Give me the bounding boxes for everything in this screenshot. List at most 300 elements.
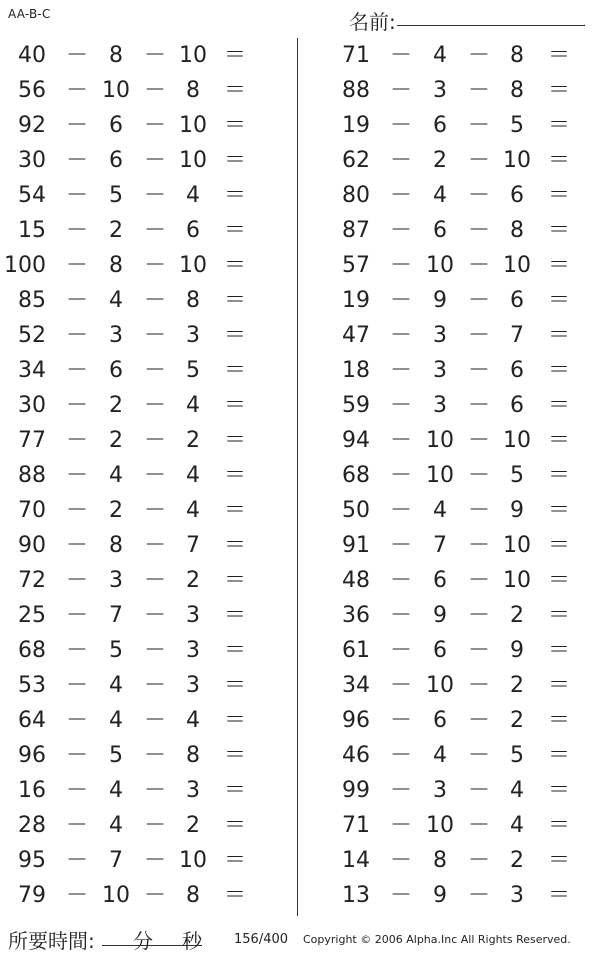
minus-sign: － xyxy=(66,708,89,733)
equals-sign: ＝ xyxy=(548,673,571,698)
equals-sign: ＝ xyxy=(548,568,571,593)
minus-sign: － xyxy=(390,533,413,558)
subtrahend-2: 2 xyxy=(510,708,524,733)
equals-sign: ＝ xyxy=(548,358,571,383)
minus-sign: － xyxy=(66,428,89,453)
equals-sign: ＝ xyxy=(224,463,247,488)
minuend: 46 xyxy=(342,743,370,768)
minus-sign: － xyxy=(390,428,413,453)
problem-row-right-17 xyxy=(324,598,600,633)
equals-sign: ＝ xyxy=(224,253,247,278)
equals-sign: ＝ xyxy=(548,743,571,768)
subtrahend-2: 3 xyxy=(186,638,200,663)
minus-sign: － xyxy=(144,603,167,628)
subtrahend-2: 5 xyxy=(510,113,524,138)
subtrahend-1: 3 xyxy=(109,323,123,348)
problem-row-right-7 xyxy=(324,248,600,283)
minus-sign: － xyxy=(66,813,89,838)
equals-sign: ＝ xyxy=(224,428,247,453)
minus-sign: － xyxy=(468,848,491,873)
minus-sign: － xyxy=(66,323,89,348)
minus-sign: － xyxy=(468,813,491,838)
equals-sign: ＝ xyxy=(224,393,247,418)
minuend: 77 xyxy=(18,428,46,453)
problem-row-left-14 xyxy=(0,493,290,528)
equals-sign: ＝ xyxy=(224,568,247,593)
minuend: 71 xyxy=(342,43,370,68)
problem-row-right-13 xyxy=(324,458,600,493)
subtrahend-1: 10 xyxy=(102,883,130,908)
minuend: 53 xyxy=(18,673,46,698)
subtrahend-2: 6 xyxy=(510,183,524,208)
name-field-line[interactable] xyxy=(397,25,585,26)
equals-sign: ＝ xyxy=(224,708,247,733)
copyright-notice: Copyright © 2006 Alpha.Inc All Rights Reserved. xyxy=(303,933,571,946)
subtrahend-2: 3 xyxy=(510,883,524,908)
problem-row-right-9 xyxy=(324,318,600,353)
minus-sign: － xyxy=(66,358,89,383)
subtrahend-1: 6 xyxy=(433,638,447,663)
equals-sign: ＝ xyxy=(224,813,247,838)
minuend: 34 xyxy=(18,358,46,383)
equals-sign: ＝ xyxy=(548,218,571,243)
name-field-end-dot: . xyxy=(583,18,587,29)
subtrahend-1: 4 xyxy=(433,498,447,523)
equals-sign: ＝ xyxy=(224,183,247,208)
minus-sign: － xyxy=(468,638,491,663)
minus-sign: － xyxy=(66,673,89,698)
minus-sign: － xyxy=(390,288,413,313)
equals-sign: ＝ xyxy=(224,638,247,663)
minuend: 99 xyxy=(342,778,370,803)
equals-sign: ＝ xyxy=(224,778,247,803)
minuend: 19 xyxy=(342,113,370,138)
subtrahend-2: 4 xyxy=(186,708,200,733)
equals-sign: ＝ xyxy=(224,883,247,908)
minuend: 94 xyxy=(342,428,370,453)
minus-sign: － xyxy=(66,778,89,803)
problem-row-right-18 xyxy=(324,633,600,668)
subtrahend-2: 5 xyxy=(186,358,200,383)
problem-row-right-1 xyxy=(324,38,600,73)
subtrahend-1: 6 xyxy=(433,218,447,243)
subtrahend-2: 3 xyxy=(186,323,200,348)
equals-sign: ＝ xyxy=(548,78,571,103)
minus-sign: － xyxy=(390,323,413,348)
subtrahend-2: 10 xyxy=(179,253,207,278)
problem-row-right-20 xyxy=(324,703,600,738)
subtrahend-1: 5 xyxy=(109,638,123,663)
subtrahend-1: 4 xyxy=(109,673,123,698)
equals-sign: ＝ xyxy=(224,218,247,243)
equals-sign: ＝ xyxy=(548,778,571,803)
problem-row-left-9 xyxy=(0,318,290,353)
subtrahend-2: 8 xyxy=(186,78,200,103)
subtrahend-2: 10 xyxy=(503,568,531,593)
minus-sign: － xyxy=(468,393,491,418)
minuend: 88 xyxy=(342,78,370,103)
subtrahend-1: 7 xyxy=(433,533,447,558)
subtrahend-2: 6 xyxy=(186,218,200,243)
minus-sign: － xyxy=(144,778,167,803)
equals-sign: ＝ xyxy=(224,78,247,103)
equals-sign: ＝ xyxy=(548,428,571,453)
minus-sign: － xyxy=(390,78,413,103)
minus-sign: － xyxy=(66,218,89,243)
minus-sign: － xyxy=(468,288,491,313)
minuend: 34 xyxy=(342,673,370,698)
minuend: 47 xyxy=(342,323,370,348)
minus-sign: － xyxy=(66,113,89,138)
minuend: 92 xyxy=(18,113,46,138)
minus-sign: － xyxy=(390,43,413,68)
equals-sign: ＝ xyxy=(548,708,571,733)
minus-sign: － xyxy=(66,463,89,488)
minus-sign: － xyxy=(468,603,491,628)
minus-sign: － xyxy=(144,78,167,103)
problem-row-right-15 xyxy=(324,528,600,563)
problem-row-left-25 xyxy=(0,878,290,913)
subtrahend-2: 2 xyxy=(510,673,524,698)
minus-sign: － xyxy=(66,603,89,628)
minus-sign: － xyxy=(468,43,491,68)
subtrahend-1: 4 xyxy=(433,743,447,768)
problem-row-left-3 xyxy=(0,108,290,143)
subtrahend-2: 10 xyxy=(503,428,531,453)
page-number: 156/400 xyxy=(234,932,289,947)
minuend: 28 xyxy=(18,813,46,838)
problem-row-right-21 xyxy=(324,738,600,773)
minus-sign: － xyxy=(468,183,491,208)
problem-row-left-19 xyxy=(0,668,290,703)
subtrahend-1: 4 xyxy=(109,288,123,313)
subtrahend-1: 4 xyxy=(433,43,447,68)
equals-sign: ＝ xyxy=(548,253,571,278)
minus-sign: － xyxy=(144,218,167,243)
problem-row-left-17 xyxy=(0,598,290,633)
minuend: 30 xyxy=(18,393,46,418)
subtrahend-1: 2 xyxy=(109,218,123,243)
subtrahend-2: 6 xyxy=(510,393,524,418)
minus-sign: － xyxy=(390,708,413,733)
minuend: 90 xyxy=(18,533,46,558)
problem-row-left-23 xyxy=(0,808,290,843)
minuend: 59 xyxy=(342,393,370,418)
problem-grid xyxy=(0,38,600,913)
subtrahend-2: 7 xyxy=(510,323,524,348)
minus-sign: － xyxy=(390,358,413,383)
time-required-label: 所要時間: xyxy=(8,929,95,953)
minuend: 80 xyxy=(342,183,370,208)
minuend: 52 xyxy=(18,323,46,348)
problem-row-right-24 xyxy=(324,843,600,878)
subtrahend-2: 10 xyxy=(179,43,207,68)
problem-row-right-4 xyxy=(324,143,600,178)
minus-sign: － xyxy=(390,393,413,418)
equals-sign: ＝ xyxy=(224,288,247,313)
subtrahend-2: 2 xyxy=(510,603,524,628)
minus-sign: － xyxy=(66,533,89,558)
minus-sign: － xyxy=(66,743,89,768)
minus-sign: － xyxy=(144,883,167,908)
minuend: 56 xyxy=(18,78,46,103)
equals-sign: ＝ xyxy=(548,463,571,488)
problem-row-right-11 xyxy=(324,388,600,423)
minuend: 91 xyxy=(342,533,370,558)
subtrahend-1: 5 xyxy=(109,743,123,768)
subtrahend-1: 10 xyxy=(102,78,130,103)
minus-sign: － xyxy=(390,603,413,628)
minuend: 57 xyxy=(342,253,370,278)
minus-sign: － xyxy=(144,428,167,453)
minuend: 13 xyxy=(342,883,370,908)
minus-sign: － xyxy=(144,463,167,488)
subtrahend-1: 6 xyxy=(109,148,123,173)
minus-sign: － xyxy=(390,253,413,278)
problem-row-left-1 xyxy=(0,38,290,73)
equals-sign: ＝ xyxy=(548,183,571,208)
equals-sign: ＝ xyxy=(548,603,571,628)
minus-sign: － xyxy=(468,883,491,908)
subtrahend-2: 9 xyxy=(510,498,524,523)
minus-sign: － xyxy=(390,848,413,873)
equals-sign: ＝ xyxy=(224,113,247,138)
equals-sign: ＝ xyxy=(548,43,571,68)
minuend: 68 xyxy=(18,638,46,663)
problem-row-left-12 xyxy=(0,423,290,458)
subtrahend-2: 4 xyxy=(186,498,200,523)
subtrahend-2: 2 xyxy=(510,848,524,873)
subtrahend-2: 10 xyxy=(179,148,207,173)
minus-sign: － xyxy=(468,428,491,453)
equals-sign: ＝ xyxy=(224,498,247,523)
name-label: 名前: xyxy=(349,10,396,34)
subtrahend-1: 2 xyxy=(109,498,123,523)
subtrahend-1: 2 xyxy=(109,393,123,418)
subtrahend-1: 7 xyxy=(109,603,123,628)
equals-sign: ＝ xyxy=(548,883,571,908)
equals-sign: ＝ xyxy=(548,498,571,523)
minus-sign: － xyxy=(390,743,413,768)
subtrahend-2: 4 xyxy=(510,778,524,803)
minus-sign: － xyxy=(66,78,89,103)
minus-sign: － xyxy=(390,673,413,698)
worksheet-code: AA-B-C xyxy=(8,7,51,21)
minuend: 25 xyxy=(18,603,46,628)
minus-sign: － xyxy=(144,288,167,313)
minuend: 14 xyxy=(342,848,370,873)
subtrahend-2: 8 xyxy=(510,78,524,103)
subtrahend-2: 10 xyxy=(503,533,531,558)
subtrahend-1: 6 xyxy=(433,113,447,138)
subtrahend-2: 10 xyxy=(179,113,207,138)
minus-sign: － xyxy=(144,358,167,383)
problem-row-left-15 xyxy=(0,528,290,563)
minuend: 85 xyxy=(18,288,46,313)
subtrahend-1: 6 xyxy=(433,568,447,593)
subtrahend-2: 4 xyxy=(186,183,200,208)
subtrahend-1: 2 xyxy=(109,428,123,453)
problem-row-right-16 xyxy=(324,563,600,598)
problem-row-left-7 xyxy=(0,248,290,283)
equals-sign: ＝ xyxy=(224,43,247,68)
equals-sign: ＝ xyxy=(548,813,571,838)
equals-sign: ＝ xyxy=(224,848,247,873)
minuend: 19 xyxy=(342,288,370,313)
minuend: 48 xyxy=(342,568,370,593)
subtrahend-1: 4 xyxy=(433,183,447,208)
minuend: 88 xyxy=(18,463,46,488)
problem-row-right-12 xyxy=(324,423,600,458)
equals-sign: ＝ xyxy=(224,603,247,628)
equals-sign: ＝ xyxy=(548,288,571,313)
subtrahend-2: 9 xyxy=(510,638,524,663)
equals-sign: ＝ xyxy=(548,533,571,558)
equals-sign: ＝ xyxy=(224,148,247,173)
minuend: 96 xyxy=(18,743,46,768)
minus-sign: － xyxy=(66,848,89,873)
problem-row-left-6 xyxy=(0,213,290,248)
subtrahend-1: 10 xyxy=(426,673,454,698)
subtrahend-1: 4 xyxy=(109,708,123,733)
subtrahend-2: 4 xyxy=(186,463,200,488)
problem-row-left-8 xyxy=(0,283,290,318)
minus-sign: － xyxy=(390,778,413,803)
subtrahend-1: 4 xyxy=(109,463,123,488)
subtrahend-2: 10 xyxy=(179,848,207,873)
subtrahend-2: 5 xyxy=(510,463,524,488)
subtrahend-2: 8 xyxy=(510,218,524,243)
equals-sign: ＝ xyxy=(548,638,571,663)
subtrahend-2: 8 xyxy=(186,288,200,313)
minuend: 96 xyxy=(342,708,370,733)
equals-sign: ＝ xyxy=(548,393,571,418)
problem-row-left-4 xyxy=(0,143,290,178)
equals-sign: ＝ xyxy=(224,533,247,558)
minus-sign: － xyxy=(144,183,167,208)
minuend: 70 xyxy=(18,498,46,523)
minus-sign: － xyxy=(144,393,167,418)
minus-sign: － xyxy=(468,498,491,523)
subtrahend-1: 7 xyxy=(109,848,123,873)
subtrahend-2: 3 xyxy=(186,603,200,628)
subtrahend-1: 8 xyxy=(109,253,123,278)
minus-sign: － xyxy=(66,43,89,68)
minus-sign: － xyxy=(390,498,413,523)
minus-sign: － xyxy=(144,638,167,663)
subtrahend-1: 9 xyxy=(433,288,447,313)
minus-sign: － xyxy=(66,568,89,593)
minuend: 79 xyxy=(18,883,46,908)
problem-row-right-6 xyxy=(324,213,600,248)
minuend: 71 xyxy=(342,813,370,838)
subtrahend-1: 3 xyxy=(433,358,447,383)
subtrahend-1: 10 xyxy=(426,428,454,453)
problem-row-left-5 xyxy=(0,178,290,213)
subtrahend-1: 6 xyxy=(109,358,123,383)
subtrahend-1: 5 xyxy=(109,183,123,208)
minus-sign: － xyxy=(144,813,167,838)
subtrahend-2: 2 xyxy=(186,428,200,453)
minus-sign: － xyxy=(144,673,167,698)
minus-sign: － xyxy=(390,568,413,593)
minuend: 40 xyxy=(18,43,46,68)
minus-sign: － xyxy=(468,148,491,173)
subtrahend-2: 4 xyxy=(186,393,200,418)
subtrahend-2: 6 xyxy=(510,288,524,313)
minus-sign: － xyxy=(390,813,413,838)
minus-sign: － xyxy=(390,148,413,173)
subtrahend-2: 6 xyxy=(510,358,524,383)
minus-sign: － xyxy=(66,253,89,278)
problem-row-right-3 xyxy=(324,108,600,143)
subtrahend-1: 8 xyxy=(433,848,447,873)
problem-row-right-22 xyxy=(324,773,600,808)
minus-sign: － xyxy=(66,148,89,173)
minus-sign: － xyxy=(144,43,167,68)
minuend: 62 xyxy=(342,148,370,173)
minus-sign: － xyxy=(144,708,167,733)
subtrahend-1: 10 xyxy=(426,813,454,838)
minus-sign: － xyxy=(144,323,167,348)
problem-row-right-5 xyxy=(324,178,600,213)
minus-sign: － xyxy=(144,253,167,278)
minus-sign: － xyxy=(468,218,491,243)
problem-row-right-14 xyxy=(324,493,600,528)
subtrahend-2: 10 xyxy=(503,253,531,278)
minus-sign: － xyxy=(66,638,89,663)
minus-sign: － xyxy=(390,883,413,908)
minutes-label: 分 xyxy=(133,929,153,953)
subtrahend-1: 10 xyxy=(426,463,454,488)
minuend: 100 xyxy=(4,253,46,278)
equals-sign: ＝ xyxy=(224,358,247,383)
equals-sign: ＝ xyxy=(548,848,571,873)
equals-sign: ＝ xyxy=(548,113,571,138)
minus-sign: － xyxy=(468,533,491,558)
minus-sign: － xyxy=(144,148,167,173)
minus-sign: － xyxy=(468,253,491,278)
subtrahend-1: 3 xyxy=(433,778,447,803)
minus-sign: － xyxy=(66,393,89,418)
minus-sign: － xyxy=(144,533,167,558)
minuend: 18 xyxy=(342,358,370,383)
problem-row-right-25 xyxy=(324,878,600,913)
equals-sign: ＝ xyxy=(224,323,247,348)
subtrahend-2: 3 xyxy=(186,778,200,803)
problem-row-left-24 xyxy=(0,843,290,878)
minus-sign: － xyxy=(390,218,413,243)
minuend: 87 xyxy=(342,218,370,243)
minus-sign: － xyxy=(468,743,491,768)
problem-row-left-20 xyxy=(0,703,290,738)
minus-sign: － xyxy=(468,708,491,733)
subtrahend-2: 8 xyxy=(186,743,200,768)
minus-sign: － xyxy=(390,183,413,208)
subtrahend-2: 5 xyxy=(510,743,524,768)
minus-sign: － xyxy=(468,78,491,103)
minuend: 15 xyxy=(18,218,46,243)
minuend: 36 xyxy=(342,603,370,628)
subtrahend-2: 8 xyxy=(510,43,524,68)
minus-sign: － xyxy=(144,498,167,523)
problem-row-left-10 xyxy=(0,353,290,388)
subtrahend-2: 2 xyxy=(186,568,200,593)
minus-sign: － xyxy=(468,778,491,803)
subtrahend-2: 3 xyxy=(186,673,200,698)
minuend: 30 xyxy=(18,148,46,173)
subtrahend-1: 3 xyxy=(433,393,447,418)
